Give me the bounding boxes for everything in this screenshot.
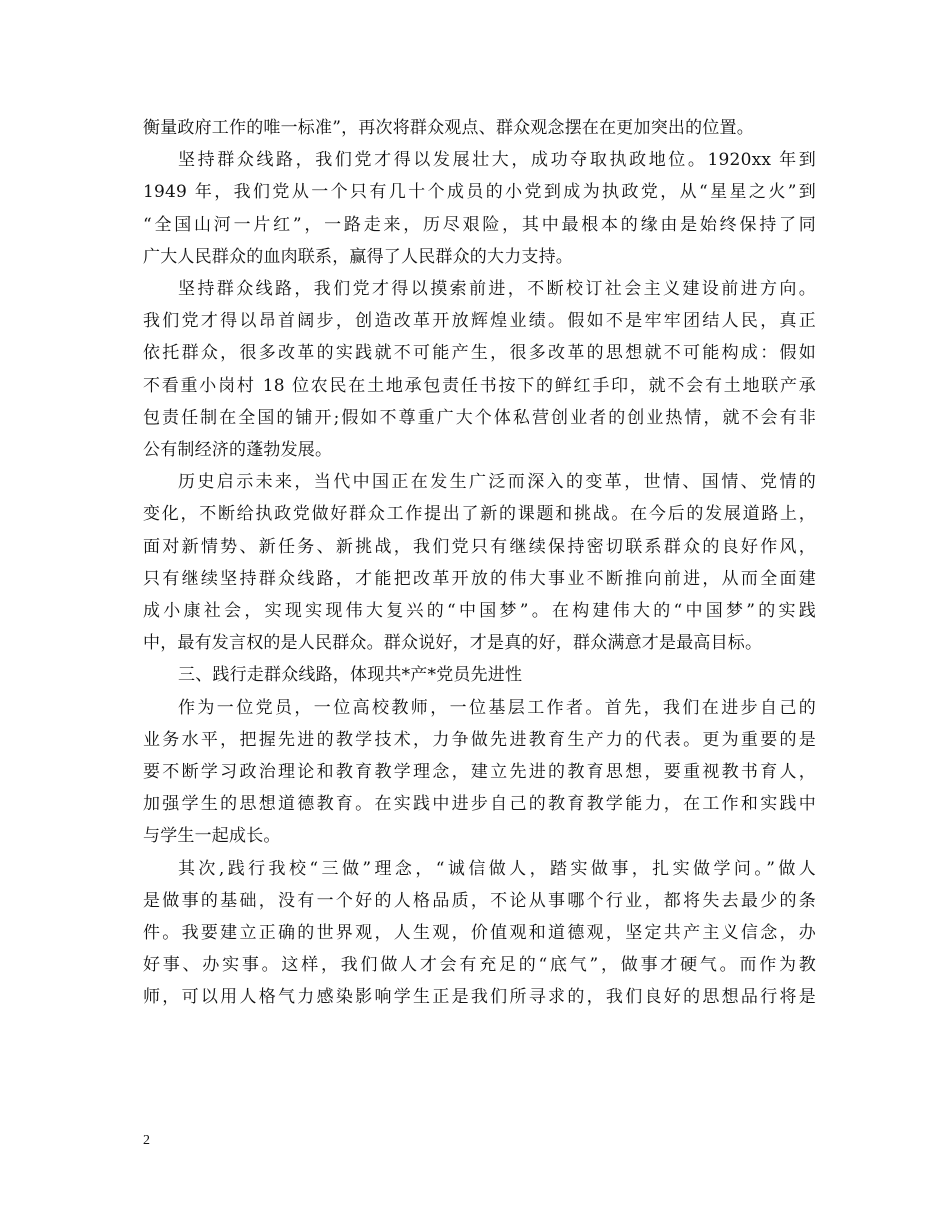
text-line: 三、践行走群众线路，体现共*产*党员先进性 [178,665,523,686]
text-line: 与学生一起成长。 [143,826,281,847]
text-line: 业务水平，把握先进的教学技术，力争做先进教育生产力的代表。更为重要的是 [143,729,816,750]
text-line: 只有继续坚持群众线路，才能把改革开放的伟大事业不断推向前进，从而全面建 [143,568,816,589]
text-line: 变化，不断给执政党做好群众工作提出了新的课题和挑战。在今后的发展道路上， [143,504,816,525]
text-line: 中，最有发言权的是人民群众。群众说好，才是真的好，群众满意才是最高目标。 [143,633,763,654]
text-line: 作为一位党员，一位高校教师，一位基层工作者。首先，我们在进步自己的 [178,697,816,718]
text-line: 广大人民群众的血肉联系，赢得了人民群众的大力支持。 [143,246,573,267]
text-line: 依托群众，很多改革的实践就不可能产生，很多改革的思想就不可能构成：假如 [143,343,816,364]
text-line: 衡量政府工作的唯一标准”，再次将群众观点、群众观念摆在在更加突出的位置。 [143,118,754,138]
text-line: 不看重小岗村 18 位农民在土地承包责任书按下的鲜红手印，就不会有土地联产承 [143,375,816,396]
text-line: 包责任制在全国的铺开;假如不尊重广大个体私营创业者的创业热情，就不会有非 [143,407,816,428]
text-line: 面对新情势、新任务、新挑战，我们党只有继续保持密切联系群众的良好作风， [143,536,816,557]
text-line: 其次,践行我校“三做”理念，“诚信做人，踏实做事，扎实做学问。”做人 [178,858,816,879]
text-line: 历史启示未来，当代中国正在发生广泛而深入的变革，世情、国情、党情的 [178,472,816,493]
text-line: 坚持群众线路，我们党才得以发展壮大，成功夺取执政地位。1920xx 年到 [178,150,816,171]
text-line: 是做事的基础，没有一个好的人格品质，不论从事哪个行业，都将失去最少的条 [143,890,816,911]
text-line: “全国山河一片红”，一路走来，历尽艰险，其中最根本的缘由是始终保持了同 [143,214,816,235]
text-line: 坚持群众线路，我们党才得以摸索前进，不断校订社会主义建设前进方向。 [178,279,816,300]
text-line: 公有制经济的蓬勃发展。 [143,440,333,461]
page-number: 2 [143,1133,150,1148]
text-line: 加强学生的思想道德教育。在实践中进步自己的教育教学能力，在工作和实践中 [143,794,816,815]
text-line: 件。我要建立正确的世界观，人生观，价值观和道德观，坚定共产主义信念，办 [143,923,816,944]
text-line: 好事、办实事。这样，我们做人才会有充足的“底气”，做事才硬气。而作为教 [143,955,816,976]
text-line: 我们党才得以昂首阔步，创造改革开放辉煌业绩。假如不是牢牢团结人民，真正 [143,311,816,332]
text-line: 要不断学习政治理论和教育教学理念，建立先进的教育思想，要重视教书育人， [143,762,816,783]
text-line: 1949 年，我们党从一个只有几十个成员的小党到成为执政党，从“星星之火”到 [143,182,816,203]
text-line: 成小康社会，实现实现伟大复兴的“中国梦”。在构建伟大的“中国梦”的实践 [143,601,816,622]
text-line: 师，可以用人格气力感染影响学生正是我们所寻求的，我们良好的思想品行将是 [143,987,816,1008]
document-body [143,112,816,1014]
